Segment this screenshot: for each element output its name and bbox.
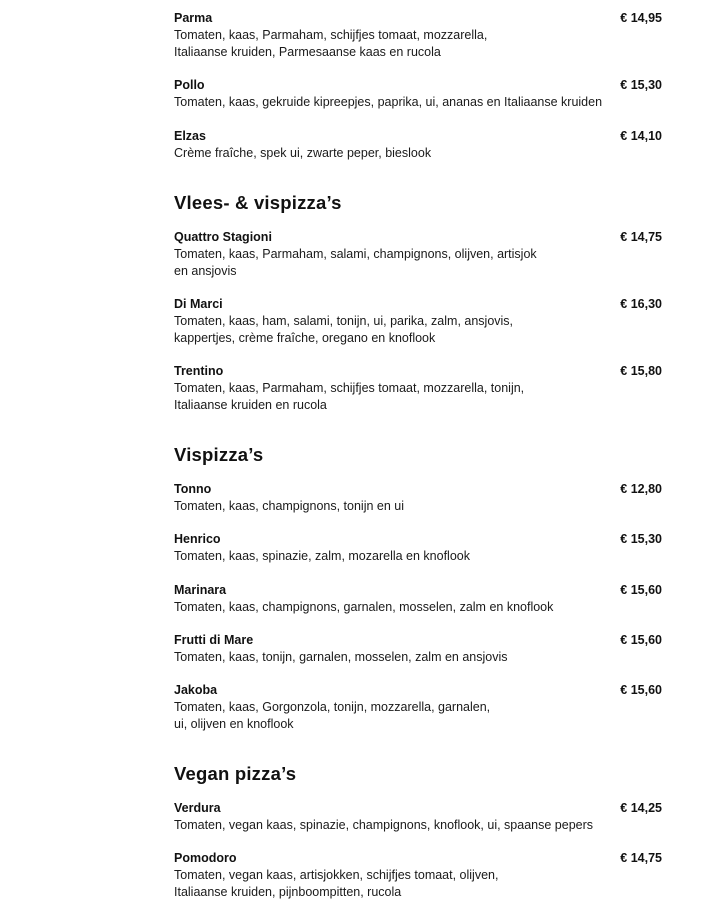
item-name: Frutti di Mare: [174, 633, 254, 647]
item-name: Elzas: [174, 129, 206, 143]
item-description: Tomaten, kaas, Gorgonzola, tonijn, mozzarella, garnalen,: [174, 700, 491, 714]
item-description: Crème fraîche, spek ui, zwarte peper, bieslook: [174, 146, 432, 160]
item-description: Tomaten, kaas, Parmaham, schijfjes tomaat, mozzarella, tonijn,: [174, 381, 525, 395]
section-heading: Vegan pizza’s: [174, 763, 297, 784]
item-name: Jakoba: [174, 683, 218, 697]
item-price: € 14,10: [620, 129, 662, 143]
item-name: Quattro Stagioni: [174, 230, 272, 244]
item-description: Italiaanse kruiden, Parmesaanse kaas en rucola: [174, 45, 441, 59]
item-description: kappertjes, crème fraîche, oregano en knoflook: [174, 331, 436, 345]
menu-item: [174, 128, 664, 162]
item-price: € 14,75: [620, 851, 662, 865]
item-description: Tomaten, vegan kaas, artisjokken, schijfjes tomaat, olijven,: [174, 868, 499, 882]
item-price: € 15,80: [620, 364, 662, 378]
item-description: Tomaten, kaas, champignons, garnalen, mosselen, zalm en knoflook: [174, 600, 554, 614]
menu-item: [174, 296, 664, 347]
item-description: Tomaten, kaas, Parmaham, schijfjes tomaat, mozzarella,: [174, 28, 488, 42]
item-description: Tomaten, kaas, spinazie, zalm, mozarella en knoflook: [174, 549, 470, 563]
menu-item: [174, 850, 664, 901]
item-description: Tomaten, vegan kaas, spinazie, champignons, knoflook, ui, spaanse pepers: [174, 818, 594, 832]
item-description: ui, olijven en knoflook: [174, 717, 294, 731]
item-name: Pollo: [174, 78, 205, 92]
item-price: € 14,75: [620, 230, 662, 244]
item-description: Italiaanse kruiden en rucola: [174, 398, 327, 412]
item-description: Tomaten, kaas, champignons, tonijn en ui: [174, 499, 404, 513]
item-price: € 14,95: [620, 11, 662, 25]
item-price: € 15,60: [620, 633, 662, 647]
menu-item: [174, 10, 664, 61]
section-heading: Vlees- & vispizza’s: [174, 192, 342, 213]
item-name: Pomodoro: [174, 851, 237, 865]
item-price: € 16,30: [620, 297, 662, 311]
item-price: € 12,80: [620, 482, 662, 496]
item-price: € 15,60: [620, 583, 662, 597]
item-description: Italiaanse kruiden, pijnboompitten, rucola: [174, 885, 402, 899]
item-description: Tomaten, kaas, gekruide kipreepjes, paprika, ui, ananas en Italiaanse kruiden: [174, 95, 603, 109]
menu-item: [174, 582, 664, 616]
item-name: Trentino: [174, 364, 224, 378]
menu-item: [174, 800, 664, 834]
item-description: Tomaten, kaas, Parmaham, salami, champignons, olijven, artisjok: [174, 247, 537, 261]
menu-item: [174, 229, 664, 280]
menu-item: [174, 531, 664, 565]
menu-item: [174, 481, 664, 515]
item-price: € 15,30: [620, 78, 662, 92]
item-name: Henrico: [174, 532, 221, 546]
menu-item: [174, 632, 664, 666]
item-description: Tomaten, kaas, tonijn, garnalen, mosselen, zalm en ansjovis: [174, 650, 508, 664]
menu-item: [174, 682, 664, 733]
menu-item: [174, 363, 664, 414]
menu-item: [174, 77, 664, 111]
item-description: en ansjovis: [174, 264, 237, 278]
item-description: Tomaten, kaas, ham, salami, tonijn, ui, parika, zalm, ansjovis,: [174, 314, 514, 328]
item-price: € 15,30: [620, 532, 662, 546]
item-name: Di Marci: [174, 297, 223, 311]
item-name: Verdura: [174, 801, 221, 815]
section-heading: Vispizza’s: [174, 444, 264, 465]
item-name: Marinara: [174, 583, 227, 597]
item-name: Parma: [174, 11, 213, 25]
item-price: € 15,60: [620, 683, 662, 697]
item-name: Tonno: [174, 482, 212, 496]
item-price: € 14,25: [620, 801, 662, 815]
